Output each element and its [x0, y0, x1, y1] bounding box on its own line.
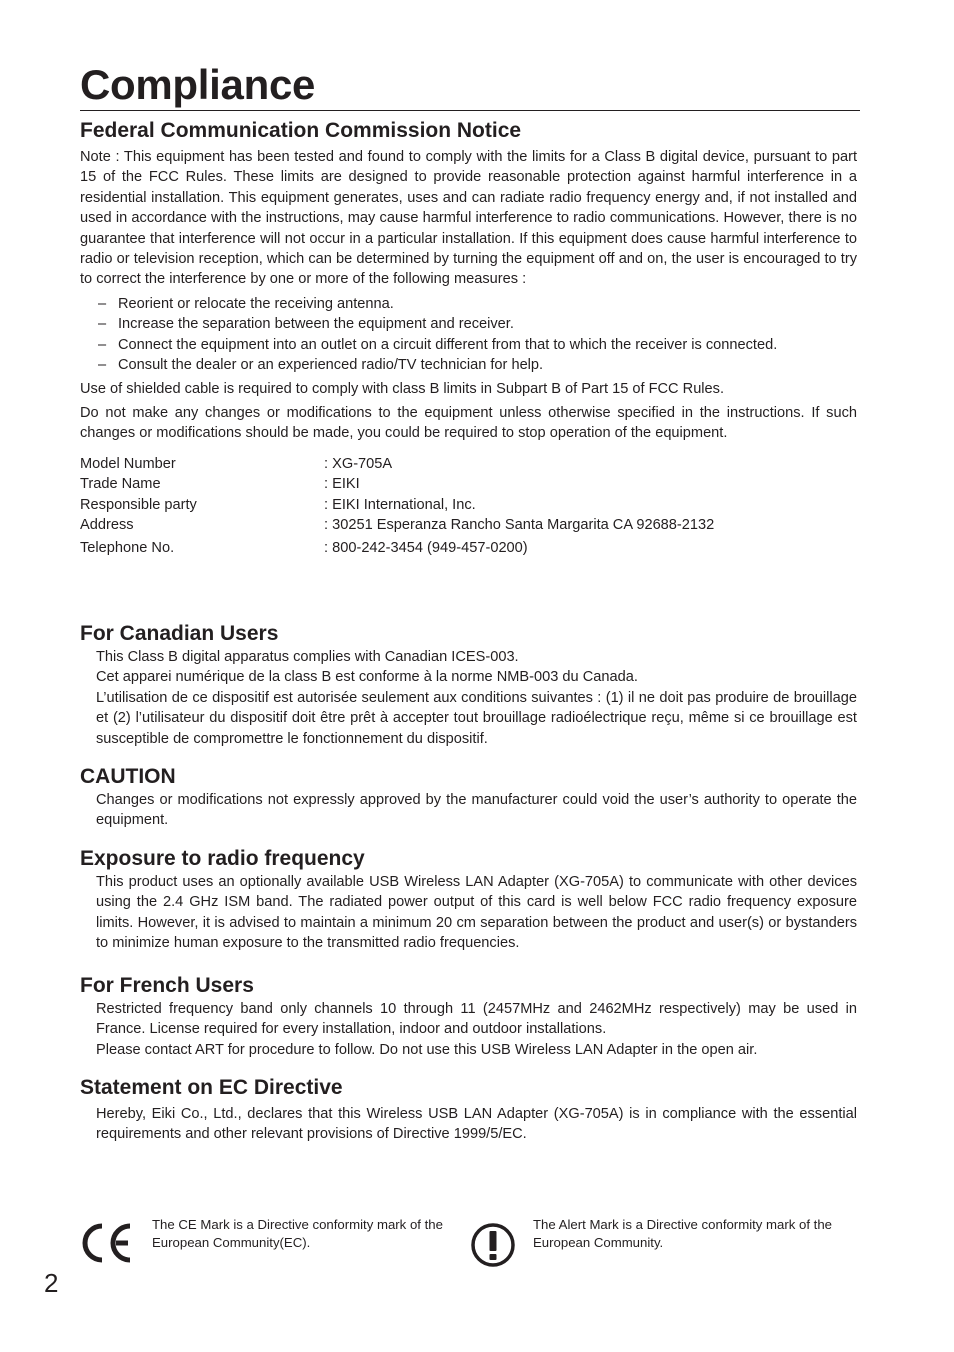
product-info-table	[80, 454, 714, 559]
french-line-1: Restricted frequency band only channels 10 through 11 (2457MHz and 2462MHz respectively) may be used in France. License required for every installation, indoor and outdoor installations.	[96, 1001, 857, 1038]
caution-heading: CAUTION	[80, 765, 176, 788]
ec-section	[80, 1075, 857, 1145]
french-line-2: Please contact ART for procedure to follow. Do not use this USB Wireless LAN Adapter in the open air.	[96, 1041, 758, 1058]
fcc-heading: Federal Communication Commission Notice	[80, 119, 522, 142]
measures-list	[80, 294, 857, 376]
list-item: – Consult the dealer or an experienced radio/TV technician for help.	[98, 357, 544, 374]
exposure-text: This product uses an optionally available USB Wireless LAN Adapter (XG-705A) to communicate with other devices using the 2.4 GHz ISM band. The radiated power output of this card is well below FCC radio frequency exposure limits. However, it is advised to maintain a minimum 20 cm separation between the product and user(s) or bystanders to minimize human exposure to the transmitted radio frequencies.	[96, 874, 857, 952]
exposure-heading: Exposure to radio frequency	[80, 847, 365, 870]
table-row: Responsible party : EIKI International, Inc.	[80, 496, 476, 513]
fcc-note: Note : This equipment has been tested and found to comply with the limits for a Class B digital device, pursuant to part 15 of the FCC Rules. These limits are designed to provide reasonable protection against harmful interference in a residential installation. This equipment generates, uses and can radiate radio frequency energy and, if not installed and used in accordance with the instructions, may cause harmful interference to radio communications. However, there is no guarantee that interference will not occur in a particular installation. If this equipment does cause harmful interference to radio or television reception, which can be determined by turning the equipment off and on, the user is encouraged to try to correct the interference by one or more of the following measures :	[80, 149, 857, 288]
list-item: – Increase the separation between the equipment and receiver.	[98, 316, 514, 333]
canadian-section	[80, 621, 857, 749]
french-section	[80, 973, 857, 1060]
shielded-cable-text: Use of shielded cable is required to comply with class B limits in Subpart B of Part 15 of FCC Rules.	[80, 381, 725, 398]
page-title: Compliance	[80, 60, 860, 111]
canadian-line-2: Cet appareі numérique de la class B est conforme à la norme NMB-003 du Canada.	[96, 669, 638, 686]
page-number: 2	[44, 1268, 59, 1298]
table-row: Telephone No. : 800-242-3454 (949-457-0200)	[80, 540, 528, 557]
list-item: – Reorient or relocate the receiving antenna.	[98, 295, 394, 312]
fcc-section	[80, 118, 857, 559]
canadian-line-3: L’utilisation de ce dispositif est autorisée seulement aux conditions suivantes : (1) il ne doit pas produire de brouillage et (2) l’utilisateur du dispositif doit être prêt à accepter tout brouillage radioélectrique reçu, même si ce brouillage est susceptible de compromettre le fonctionnement du dispositif.	[96, 689, 857, 747]
alert-mark-icon	[469, 1221, 517, 1269]
french-heading: For French Users	[80, 974, 254, 997]
changes-text: Do not make any changes or modifications to the equipment unless otherwise specified in the instructions. If such changes or modifications should be made, you could be required to stop operation of the equipment.	[80, 404, 857, 442]
conformity-marks	[80, 1216, 857, 1276]
table-row: Model Number : XG-705A	[80, 455, 393, 472]
ec-heading: Statement on EC Directive	[80, 1076, 343, 1099]
canadian-heading: For Canadian Users	[80, 622, 279, 645]
alert-mark-caption: The Alert Mark is a Directive conformity mark of the European Community.	[533, 1217, 833, 1251]
canadian-line-1: This Class B digital apparatus complies with Canadian ICES-003.	[96, 649, 519, 665]
caution-text: Changes or modifications not expressly approved by the manufacturer could void the user’s authority to operate the equipment.	[96, 792, 857, 829]
ce-mark-caption: The CE Mark is a Directive conformity mark of the European Community(EC).	[152, 1217, 443, 1251]
exposure-section	[80, 846, 857, 954]
caution-section	[80, 764, 857, 831]
table-row: Address : 30251 Esperanza Rancho Santa Margarita CA 92688-2132	[80, 517, 715, 534]
ce-mark-icon	[80, 1222, 134, 1264]
table-row: Trade Name : EIKI	[80, 476, 360, 493]
list-item: – Connect the equipment into an outlet on a circuit different from that to which the receiver is connected.	[98, 336, 778, 353]
ec-text: Hereby, Eiki Co., Ltd., declares that this Wireless USB LAN Adapter (XG-705A) is in compliance with the essential requirements and other relevant provisions of Directive 1999/5/EC.	[96, 1106, 857, 1143]
